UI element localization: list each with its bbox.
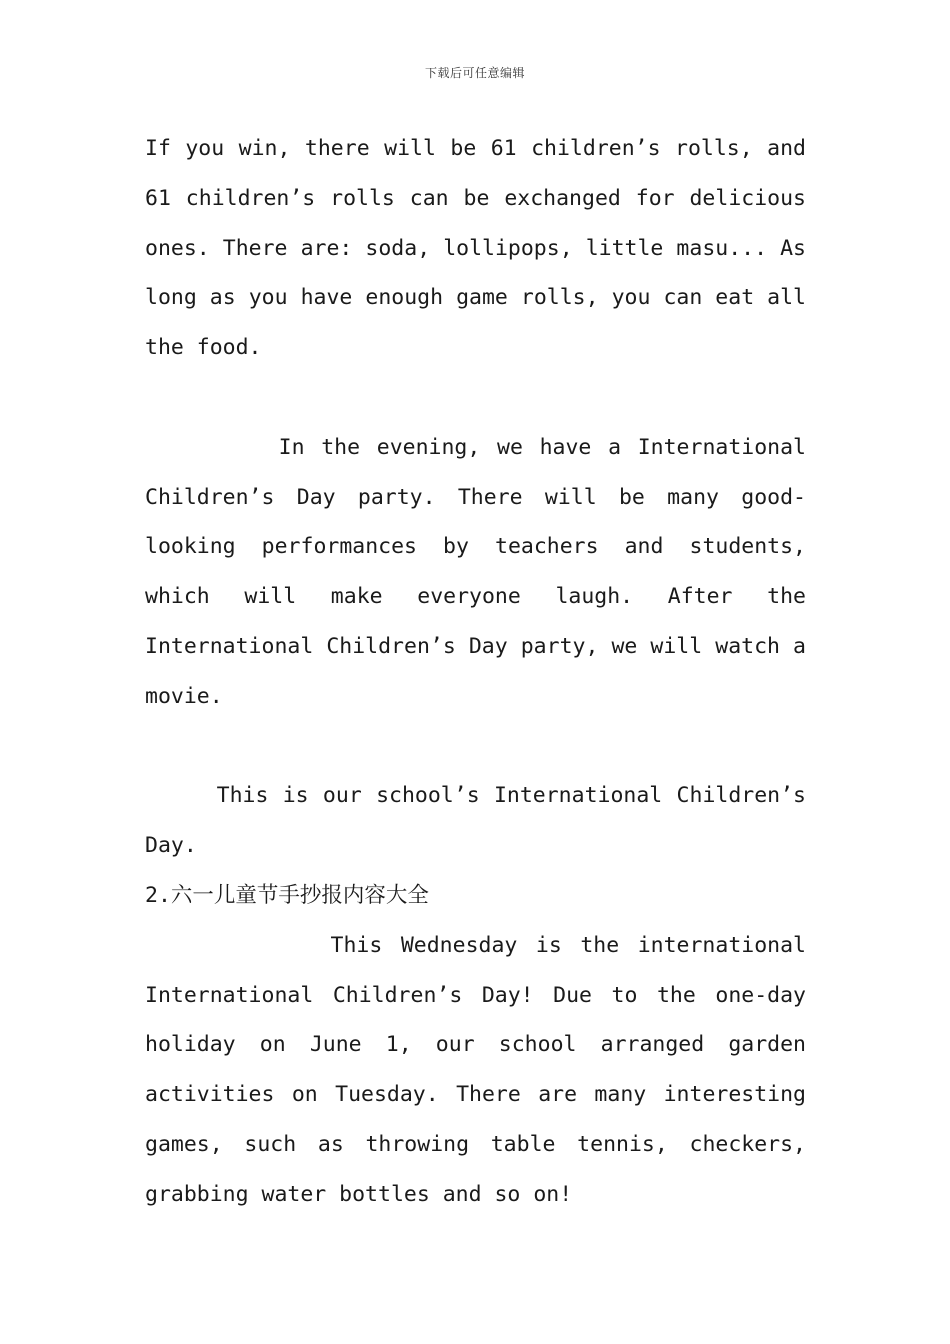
paragraph-evening-party: In the evening, we have a International Children’s Day party. There will be many good-looking performances by teachers and students, which will make everyone laugh. After the International Children’s Day party, we will watch a movie. [145,434,819,709]
document-body [145,124,819,1220]
paragraph-garden-activities: This Wednesday is the international International Children’s Day! Due to the one-day holiday on June 1, our school arranged garden activities on Tuesday. There are many interesting games, such as throwing table tennis, checkers, grabbing water bottles and so on! [145,932,819,1207]
section-heading: 2.六一儿童节手抄报内容大全 [145,882,429,908]
paragraph-school-day: This is our school’s International Children’s Day. [145,783,819,859]
paragraph-game-rolls: If you win, there will be 61 children’s rolls, and 61 children’s rolls can be exchanged for delicious ones. There are: soda, lollipops, little masu... As long as you have enough game rolls, you can eat all the food. [145,136,819,361]
page-header-note: 下载后可任意编辑 [424,66,525,80]
